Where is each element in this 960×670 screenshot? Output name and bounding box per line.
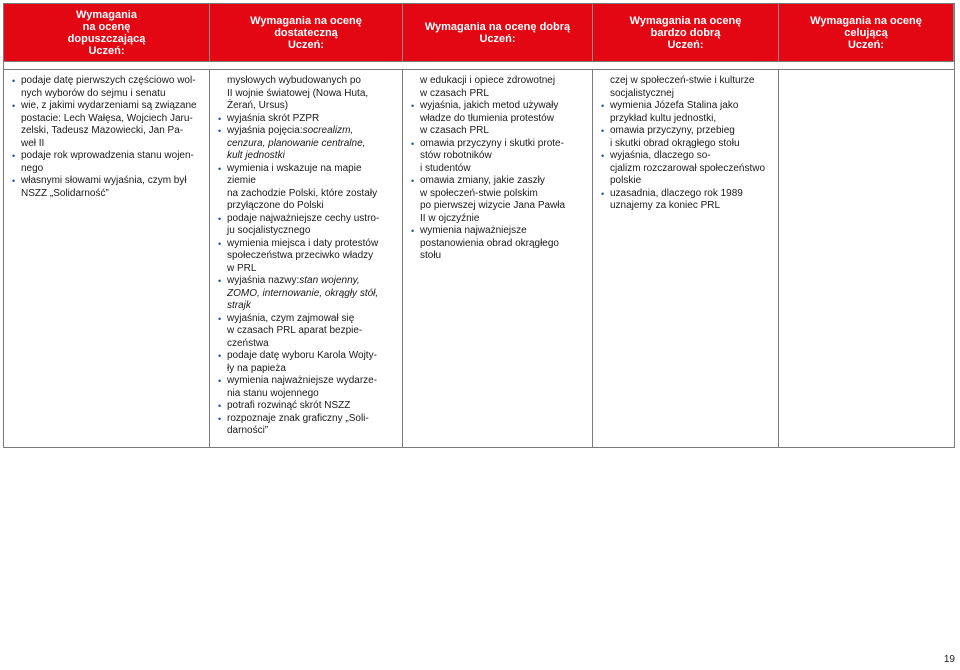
list-line	[411, 225, 586, 238]
indent	[218, 138, 227, 151]
indent	[218, 300, 227, 313]
list-line	[218, 188, 396, 201]
indent	[601, 163, 610, 176]
indent	[411, 125, 420, 138]
list-line	[12, 138, 203, 151]
bullet-icon: •	[218, 401, 222, 411]
list-line	[601, 88, 772, 101]
line-text: cenzura, planowanie centralne,	[227, 137, 366, 149]
header-line: dopuszczającą	[67, 32, 146, 45]
list-line	[411, 200, 586, 213]
list-line	[12, 125, 203, 138]
list-line	[411, 188, 586, 201]
bullet-icon: •	[601, 126, 605, 136]
line-text: w edukacji i opiece zdrowotnej	[420, 75, 556, 86]
bullet-icon: •	[218, 163, 222, 174]
line-text-italic: socrealizm,	[302, 125, 354, 136]
line-text: władze do tłumienia protestów	[420, 112, 554, 124]
bullet-icon: •	[218, 351, 222, 361]
indent	[218, 200, 227, 213]
list-line	[218, 400, 396, 413]
header-line: Uczeń:	[479, 32, 516, 45]
list-line	[601, 125, 772, 138]
list-line	[411, 138, 586, 151]
bullet-icon: •	[218, 113, 222, 124]
list-line	[218, 363, 396, 376]
column-celujaca	[779, 69, 954, 447]
line-text: postanowienia obrad okrągłego	[420, 237, 559, 249]
bullet-icon: •	[218, 213, 222, 224]
list-line	[218, 100, 396, 113]
indent	[218, 100, 227, 113]
list-line	[218, 150, 396, 163]
line-text: omawia przyczyny i skutki prote-	[420, 137, 564, 149]
column-dobra	[403, 69, 593, 447]
line-text: omawia przyczyny, przebieg	[610, 125, 735, 136]
line-text: przyłączone do Polski	[227, 200, 324, 211]
line-text: darności”	[227, 425, 269, 436]
indent	[12, 188, 21, 201]
column-bardzo-dobra	[593, 69, 779, 447]
indent	[411, 238, 420, 251]
indent	[218, 188, 227, 201]
line-text: czeństwa	[227, 337, 269, 349]
header-bardzo-dobra	[593, 4, 779, 61]
line-text: cjalizm rozczarował społeczeństwo	[610, 162, 766, 174]
list-line	[12, 100, 203, 113]
line-text: II wojnie światowej (Nowa Huta,	[227, 87, 369, 99]
line-text: uzasadnia, dlaczego rok 1989	[610, 187, 743, 199]
list-line	[411, 113, 586, 126]
bullet-icon: •	[12, 176, 16, 186]
indent	[601, 175, 610, 188]
line-text: Żerań, Ursus)	[227, 100, 289, 111]
list-line	[601, 150, 772, 163]
line-text: ZOMO, internowanie, okrągły stół,	[227, 287, 379, 299]
list-line	[218, 350, 396, 363]
line-text: ju socjalistycznego	[227, 225, 311, 236]
list-line	[12, 188, 203, 201]
line-text: w PRL	[227, 262, 257, 274]
column-dostateczna	[210, 69, 403, 447]
list-line	[601, 113, 772, 126]
indent	[218, 363, 227, 376]
header-line: celującą	[844, 26, 888, 39]
list-line	[218, 113, 396, 126]
bullet-icon: •	[411, 101, 415, 111]
indent	[218, 388, 227, 401]
header-line: Wymagania na ocenę	[810, 14, 922, 27]
list-line	[12, 175, 203, 188]
header-dobra	[403, 4, 593, 61]
list-line	[411, 100, 586, 113]
bullet-icon: •	[218, 413, 222, 424]
header-line: Wymagania na ocenę	[629, 14, 742, 27]
list-line	[601, 100, 772, 113]
line-text: i studentów	[420, 162, 471, 174]
list-line	[218, 200, 396, 213]
header-dopuszczajaca	[4, 4, 210, 61]
list-line	[411, 125, 586, 138]
line-text: polskie	[610, 175, 642, 186]
list-line	[218, 425, 396, 438]
line-text: na zachodzie Polski, które zostały	[227, 187, 378, 199]
bullet-icon: •	[218, 126, 222, 136]
list-line	[218, 163, 396, 176]
indent	[218, 263, 227, 276]
header-line: na ocenę	[82, 20, 131, 33]
header-dostateczna	[210, 4, 403, 61]
line-text: podaje datę wyboru Karola Wojty-	[227, 350, 377, 361]
indent	[218, 175, 227, 188]
indent	[411, 75, 420, 88]
list-line	[218, 413, 396, 426]
list-line	[411, 150, 586, 163]
indent	[12, 138, 21, 151]
line-text: stołu	[420, 250, 442, 261]
indent	[12, 125, 21, 138]
list-line	[218, 263, 396, 276]
list-line	[218, 375, 396, 388]
line-text: w czasach PRL aparat bezpie-	[227, 325, 363, 336]
list-line	[411, 88, 586, 101]
indent	[601, 75, 610, 88]
indent	[411, 200, 420, 213]
list-line	[12, 88, 203, 101]
line-text: nia stanu wojennego	[227, 387, 319, 399]
line-text: w czasach PRL	[420, 87, 489, 99]
bullet-icon: •	[411, 226, 415, 236]
line-text: weł II	[21, 137, 45, 149]
line-text: społeczeństwa przeciwko władzy	[227, 250, 374, 261]
header-line: Wymagania	[76, 8, 137, 21]
list-line	[218, 250, 396, 263]
line-text: postacie: Lech Wałęsa, Wojciech Jaru-	[21, 112, 193, 124]
bullet-icon: •	[12, 101, 16, 111]
line-text: uznajemy za koniec PRL	[610, 200, 721, 211]
list-line	[218, 88, 396, 101]
list-line	[411, 75, 586, 88]
line-text: II w ojczyźnie	[420, 212, 480, 224]
line-text: wymienia najważniejsze	[420, 225, 527, 236]
line-text: i skutki obrad okrągłego stołu	[610, 137, 740, 149]
list-line	[12, 150, 203, 163]
indent	[411, 250, 420, 263]
indent	[218, 150, 227, 163]
indent	[12, 163, 21, 176]
line-text: ły na papieża	[227, 362, 286, 374]
list-line	[218, 75, 396, 88]
line-text: potrafi rozwinąć skrót NSZZ	[227, 400, 351, 411]
line-text: wie, z jakimi wydarzeniami są związane	[21, 100, 197, 111]
indent	[218, 225, 227, 238]
indent	[411, 88, 420, 101]
line-text: własnymi słowami wyjaśnia, czym był	[21, 175, 187, 186]
list-line	[218, 338, 396, 351]
bullet-icon: •	[218, 238, 222, 249]
bullet-icon: •	[218, 276, 222, 286]
list-line	[218, 225, 396, 238]
page-number: 19	[943, 654, 955, 665]
list-line	[601, 163, 772, 176]
header-line: Uczeń:	[847, 38, 885, 51]
list-line	[218, 125, 396, 138]
bullet-icon: •	[12, 76, 16, 86]
list-line	[411, 250, 586, 263]
list-line	[601, 75, 772, 88]
header-celujaca	[779, 4, 954, 61]
list-line	[12, 75, 203, 88]
header-line: Uczeń:	[88, 44, 125, 57]
indent	[411, 150, 420, 163]
bullet-icon: •	[601, 151, 605, 161]
line-text-italic: stan wojenny,	[299, 275, 360, 286]
indent	[218, 338, 227, 351]
line-text: rozpoznaje znak graficzny „Soli-	[227, 412, 369, 424]
indent	[218, 288, 227, 301]
list-line	[601, 200, 772, 213]
bullet-icon: •	[411, 138, 415, 149]
indent	[218, 75, 227, 88]
list-line	[218, 325, 396, 338]
header-line: Uczeń:	[667, 38, 704, 51]
bullet-icon: •	[411, 176, 415, 186]
indent	[411, 188, 420, 201]
indent	[601, 138, 610, 151]
line-text: wyjaśnia pojęcia:	[227, 125, 303, 136]
line-text: wyjaśnia, dlaczego so-	[610, 150, 711, 161]
bullet-icon: •	[601, 101, 605, 111]
list-line	[218, 275, 396, 288]
indent	[218, 325, 227, 338]
line-text: czej w społeczeń-stwie i kulturze	[610, 75, 755, 86]
line-text: kult jednostki	[227, 150, 285, 161]
list-line	[218, 288, 396, 301]
list-line	[218, 138, 396, 151]
line-text: wymienia Józefa Stalina jako	[610, 100, 739, 111]
bullet-icon: •	[12, 151, 16, 161]
list-line	[218, 175, 396, 188]
list-line	[12, 163, 203, 176]
line-text: podaje rok wprowadzenia stanu wojen-	[21, 150, 194, 161]
header-line: Uczeń:	[287, 38, 325, 51]
indent	[218, 425, 227, 438]
list-line	[218, 388, 396, 401]
list-line	[218, 313, 396, 326]
list-line	[411, 213, 586, 226]
line-text: wymienia najważniejsze wydarze-	[227, 375, 378, 386]
line-text: podaje datę pierwszych częściowo wol-	[21, 75, 196, 86]
line-text: omawia zmiany, jakie zaszły	[420, 175, 545, 186]
header-line: Wymagania na ocenę dobrą	[424, 20, 571, 33]
line-text: podaje najważniejsze cechy ustro-	[227, 212, 380, 224]
line-text: zelski, Tadeusz Mazowiecki, Jan Pa-	[21, 125, 184, 136]
line-text: wyjaśnia skrót PZPR	[227, 112, 320, 124]
bullet-icon: •	[601, 188, 605, 199]
requirements-table	[3, 3, 955, 448]
line-text: wymienia i wskazuje na mapie	[227, 162, 362, 174]
list-line	[12, 113, 203, 126]
header-spacer	[4, 61, 954, 69]
header-line: Wymagania na ocenę	[250, 14, 362, 27]
line-text: nych wyborów do sejmu i senatu	[21, 87, 166, 99]
line-text: przykład kultu jednostki,	[610, 112, 717, 124]
column-dopuszczajaca	[4, 69, 210, 447]
bullet-icon: •	[218, 313, 222, 324]
indent	[601, 113, 610, 126]
line-text: po pierwszej wizycie Jana Pawła	[420, 200, 566, 211]
list-line	[411, 163, 586, 176]
line-text: socjalistycznej	[610, 87, 674, 99]
list-line	[601, 188, 772, 201]
list-line	[601, 138, 772, 151]
line-text: w społeczeń-stwie polskim	[420, 187, 538, 199]
line-text: ziemie	[227, 175, 256, 186]
list-line	[411, 238, 586, 251]
list-line	[411, 175, 586, 188]
list-line	[218, 213, 396, 226]
indent	[218, 250, 227, 263]
line-text: wyjaśnia, czym zajmował się	[227, 312, 355, 324]
line-text: strajk	[227, 300, 251, 311]
indent	[601, 200, 610, 213]
indent	[411, 213, 420, 226]
indent	[411, 163, 420, 176]
indent	[218, 88, 227, 101]
line-text: mysłowych wybudowanych po	[227, 75, 361, 86]
line-text: nego	[21, 162, 44, 174]
list-line	[218, 238, 396, 251]
line-text: wyjaśnia nazwy:	[227, 275, 300, 286]
list-line	[218, 300, 396, 313]
line-text: wymienia miejsca i daty protestów	[227, 237, 379, 249]
line-text: wyjaśnia, jakich metod używały	[420, 100, 559, 111]
line-text: NSZZ „Solidarność”	[21, 187, 109, 199]
indent	[411, 113, 420, 126]
header-line: dostateczną	[274, 26, 338, 39]
indent	[12, 113, 21, 126]
list-line	[601, 175, 772, 188]
indent	[12, 88, 21, 101]
header-line: bardzo dobrą	[650, 26, 721, 39]
indent	[601, 88, 610, 101]
line-text: stów robotników	[420, 150, 492, 161]
bullet-icon: •	[218, 376, 222, 386]
line-text: w czasach PRL	[420, 125, 489, 136]
